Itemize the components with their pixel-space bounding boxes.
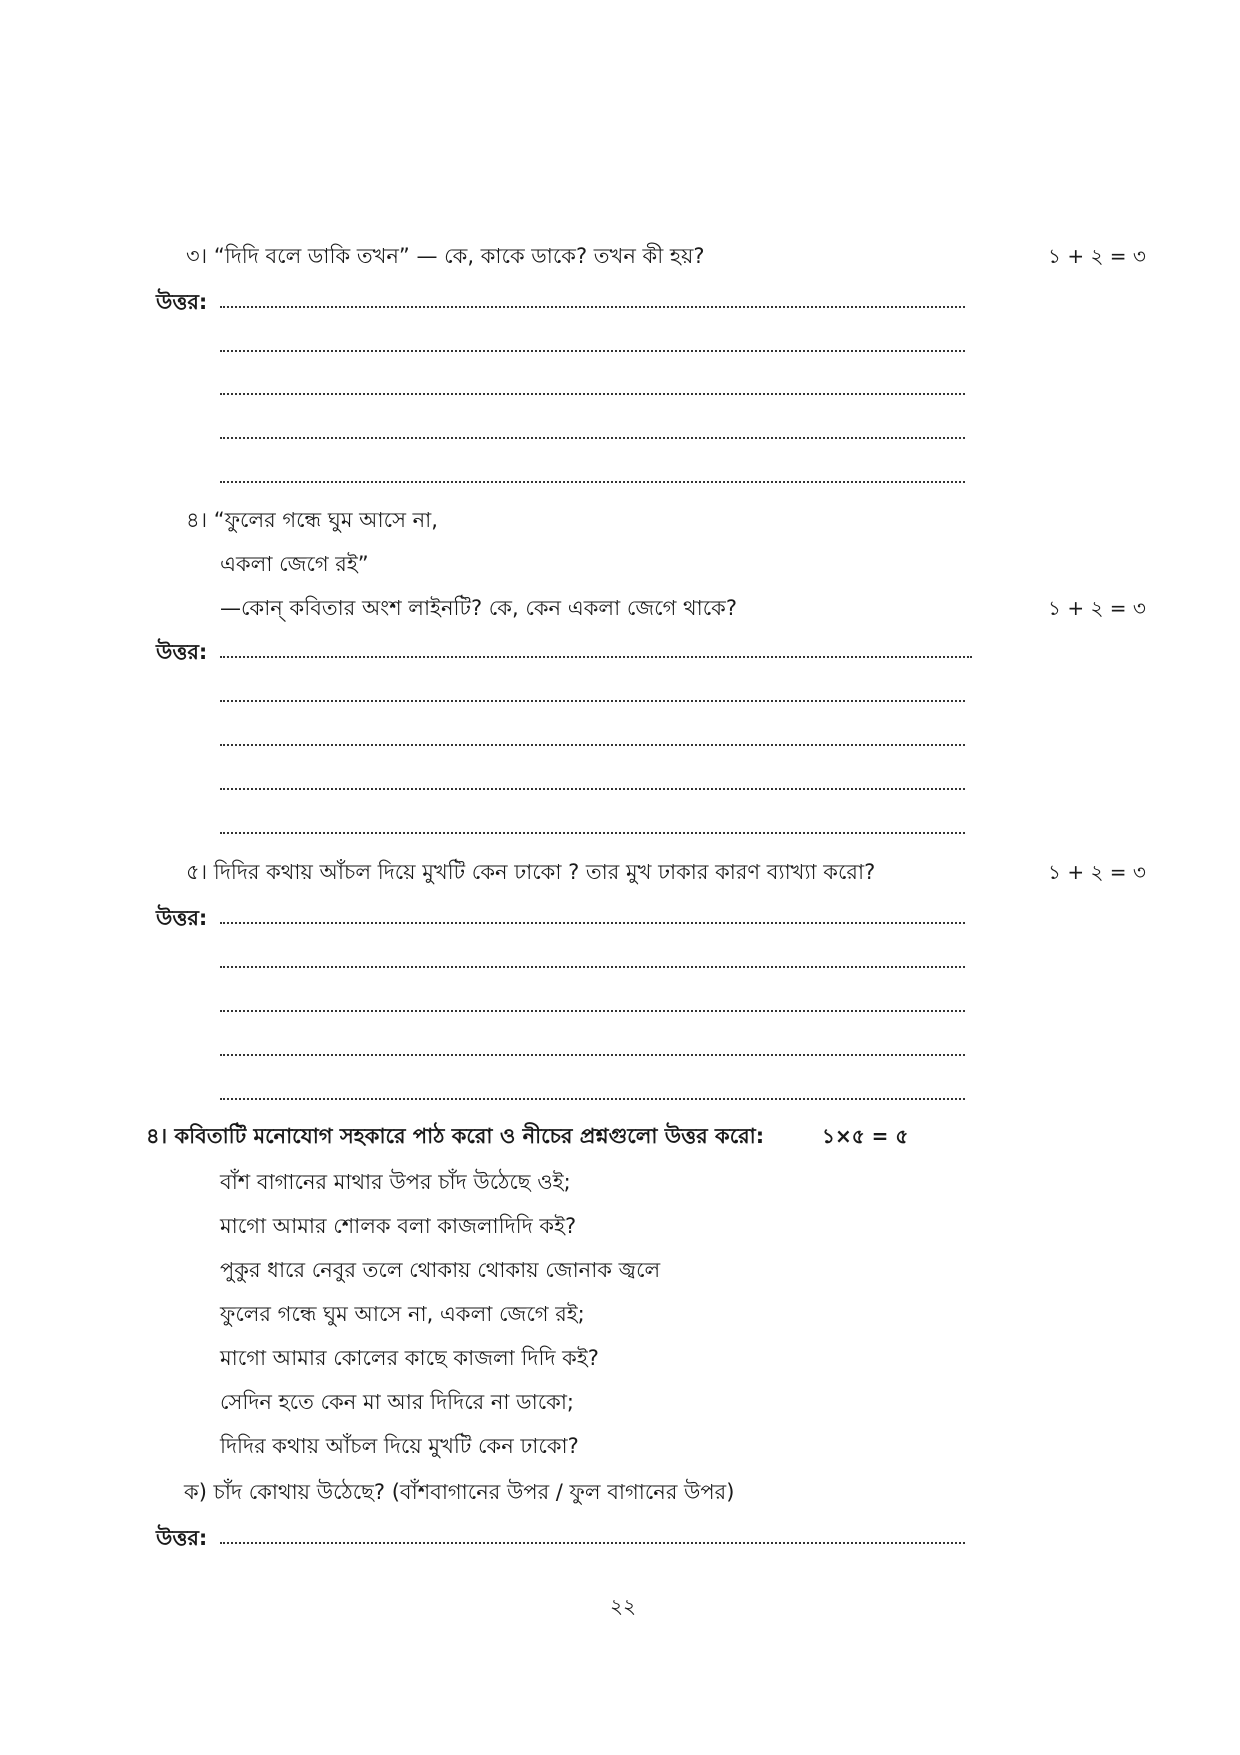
section-4-marks: ১×৫ = ৫ bbox=[822, 1124, 909, 1148]
question-5-text: ৫। দিদির কথায় আঁচল দিয়ে মুখটি কেন ঢাকো ? তার মুখ ঢাকার কারণ ব্যাখ্যা করো? bbox=[186, 860, 876, 884]
answer-line[interactable] bbox=[220, 788, 965, 790]
question-3-text: ৩। “দিদি বলে ডাকি তখন” — কে, কাকে ডাকে? তখন কী হয়? bbox=[186, 244, 705, 268]
page-number: ২২ bbox=[610, 1594, 637, 1618]
question-3-marks: ১ + ২ = ৩ bbox=[1048, 244, 1146, 268]
answer-line[interactable] bbox=[220, 1098, 965, 1100]
answer-label: উত্তর: bbox=[156, 640, 208, 664]
answer-line[interactable] bbox=[220, 1054, 965, 1056]
poem-line: সেদিন হতে কেন মা আর দিদিরে না ডাকো; bbox=[220, 1390, 575, 1414]
poem-line: পুকুর ধারে নেবুর তলে থোকায় থোকায় জোনাক জ্বলে bbox=[220, 1258, 661, 1282]
poem-line: ফুলের গন্ধে ঘুম আসে না, একলা জেগে রই; bbox=[220, 1302, 585, 1326]
answer-line[interactable] bbox=[220, 922, 965, 924]
question-4-line1: ৪। “ফুলের গন্ধে ঘুম আসে না, bbox=[186, 508, 438, 532]
answer-label: উত্তর: bbox=[156, 290, 208, 314]
answer-line[interactable] bbox=[220, 1542, 965, 1544]
question-4-marks: ১ + ২ = ৩ bbox=[1048, 596, 1146, 620]
sub-question-a: ক) চাঁদ কোথায় উঠেছে? (বাঁশবাগানের উপর / ফুল বাগানের উপর) bbox=[184, 1480, 735, 1504]
poem-line: দিদির কথায় আঁচল দিয়ে মুখটি কেন ঢাকো? bbox=[220, 1434, 579, 1458]
section-4-heading: ৪। কবিতাটি মনোযোগ সহকারে পাঠ করো ও নীচের প্রশ্নগুলো উত্তর করো: bbox=[146, 1124, 765, 1148]
answer-line[interactable] bbox=[220, 832, 965, 834]
answer-line[interactable] bbox=[220, 966, 965, 968]
answer-line[interactable] bbox=[220, 700, 965, 702]
answer-line[interactable] bbox=[220, 744, 965, 746]
answer-line[interactable] bbox=[220, 437, 965, 439]
answer-line[interactable] bbox=[220, 1010, 965, 1012]
poem-line: মাগো আমার কোলের কাছে কাজলা দিদি কই? bbox=[220, 1346, 599, 1370]
answer-label: উত্তর: bbox=[156, 1526, 208, 1550]
poem-line: বাঁশ বাগানের মাথার উপর চাঁদ উঠেছে ওই; bbox=[220, 1170, 571, 1194]
question-5-marks: ১ + ২ = ৩ bbox=[1048, 860, 1146, 884]
poem-line: মাগো আমার শোলক বলা কাজলাদিদি কই? bbox=[220, 1214, 577, 1238]
answer-line[interactable] bbox=[220, 393, 965, 395]
question-4-line2: একলা জেগে রই” bbox=[220, 552, 369, 576]
answer-line[interactable] bbox=[220, 350, 965, 352]
question-4-line3: —কোন্ কবিতার অংশ লাইনটি? কে, কেন একলা জেগে থাকে? bbox=[220, 596, 737, 620]
answer-line[interactable] bbox=[220, 481, 965, 483]
answer-line[interactable] bbox=[220, 306, 965, 308]
answer-label: উত্তর: bbox=[156, 906, 208, 930]
answer-line[interactable] bbox=[220, 656, 972, 658]
